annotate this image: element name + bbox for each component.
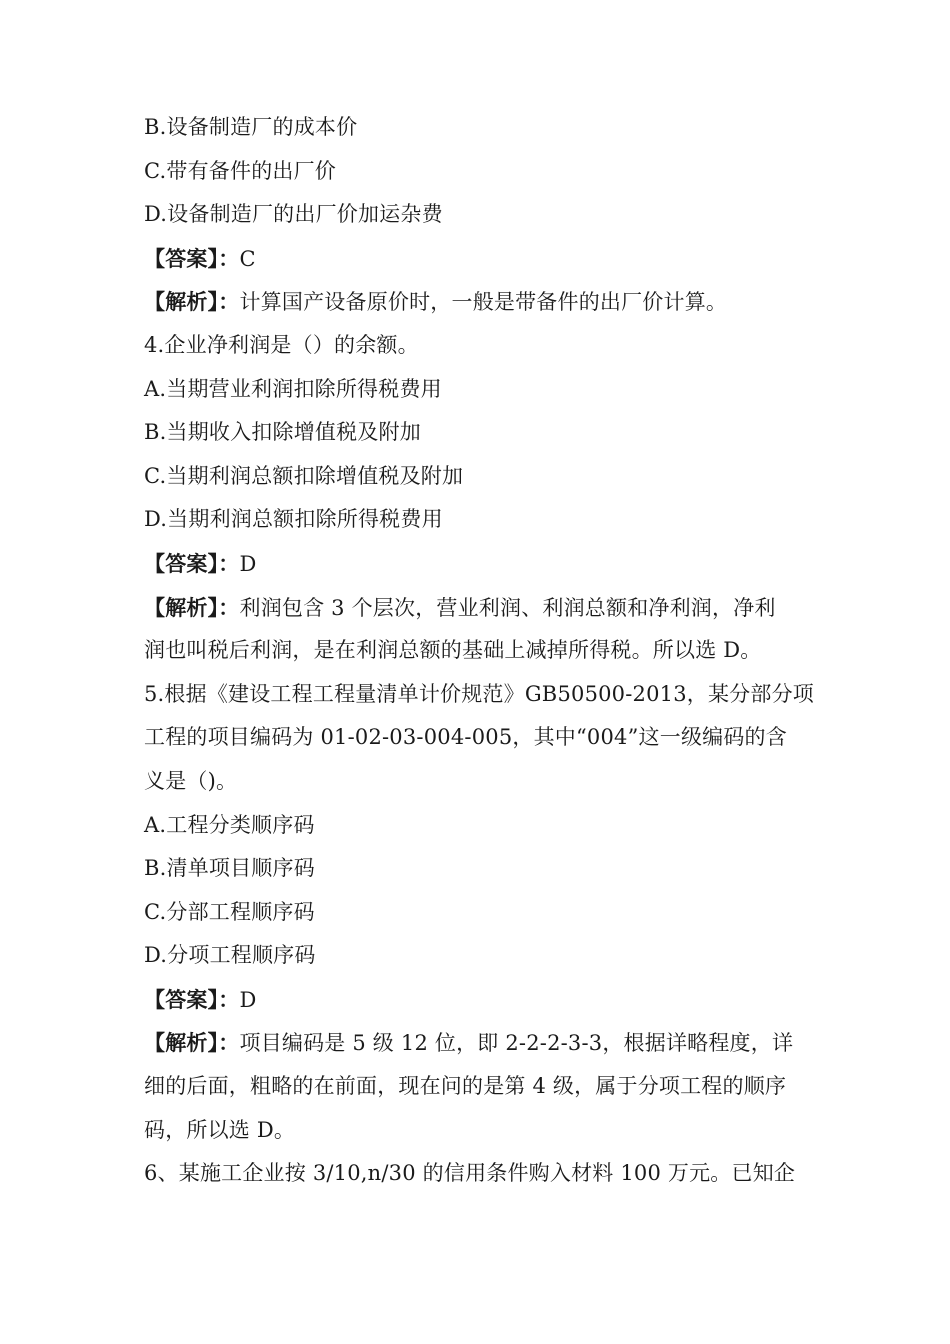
option-line: D.分项工程顺序码 — [144, 943, 316, 968]
explanation-label: 【解析】： — [144, 289, 240, 315]
option-line: B.清单项目顺序码 — [144, 856, 315, 881]
answer-value: D — [239, 987, 257, 1012]
question-line: 5.根据《建设工程工程量清单计价规范》GB50500-2013，某分部分项 — [144, 681, 814, 706]
answer-label: 【答案】： — [144, 986, 240, 1012]
answer-line — [144, 978, 808, 1022]
question-line: 工程的项目编码为 01-02-03-004-005，其中“004”这一级编码的含 — [144, 725, 787, 750]
explanation-text: 计算国产设备原价时，一般是带备件的出厂价计算。 — [239, 290, 728, 315]
explanation-label: 【解析】： — [144, 594, 240, 620]
option-line: A.工程分类顺序码 — [144, 812, 315, 837]
answer-value: D — [239, 551, 257, 576]
option-line: A.当期营业利润扣除所得税费用 — [144, 376, 442, 401]
explanation-line — [144, 1021, 808, 1065]
document-body — [144, 106, 814, 1196]
question-line: 义是（)。 — [144, 768, 238, 793]
explanation-continued: 润也叫税后利润，是在利润总额的基础上减掉所得税。所以选 D。 — [144, 638, 762, 663]
question-line: 4.企业净利润是（）的余额。 — [144, 332, 419, 357]
option-line: B.设备制造厂的成本价 — [144, 115, 358, 139]
explanation-continued: 细的后面，粗略的在前面，现在问的是第 4 级，属于分项工程的顺序 — [144, 1074, 787, 1099]
option-line: B.当期收入扣除增值税及附加 — [144, 420, 421, 445]
explanation-line — [144, 280, 808, 324]
explanation-label: 【解析】： — [144, 1030, 240, 1056]
answer-line — [144, 237, 808, 281]
explanation-text: 利润包含 3 个层次，营业利润、利润总额和净利润，净利 — [239, 595, 776, 620]
explanation-line — [144, 586, 808, 630]
answer-label: 【答案】： — [144, 550, 240, 576]
answer-label: 【答案】： — [144, 245, 240, 271]
option-line: C.带有备件的出厂价 — [144, 158, 336, 183]
option-line: D.当期利润总额扣除所得税费用 — [144, 507, 443, 532]
explanation-continued: 码，所以选 D。 — [144, 1117, 296, 1142]
option-line: D.设备制造厂的出厂价加运杂费 — [144, 202, 443, 227]
answer-value: C — [239, 246, 256, 271]
option-line: C.分部工程顺序码 — [144, 899, 315, 924]
option-line: C.当期利润总额扣除增值税及附加 — [144, 463, 464, 488]
question-line: 6、某施工企业按 3/10,n/30 的信用条件购入材料 100 万元。已知企 — [144, 1161, 796, 1186]
answer-line — [144, 542, 808, 586]
explanation-text: 项目编码是 5 级 12 位，即 2-2-2-3-3，根据详略程度，详 — [239, 1031, 794, 1056]
